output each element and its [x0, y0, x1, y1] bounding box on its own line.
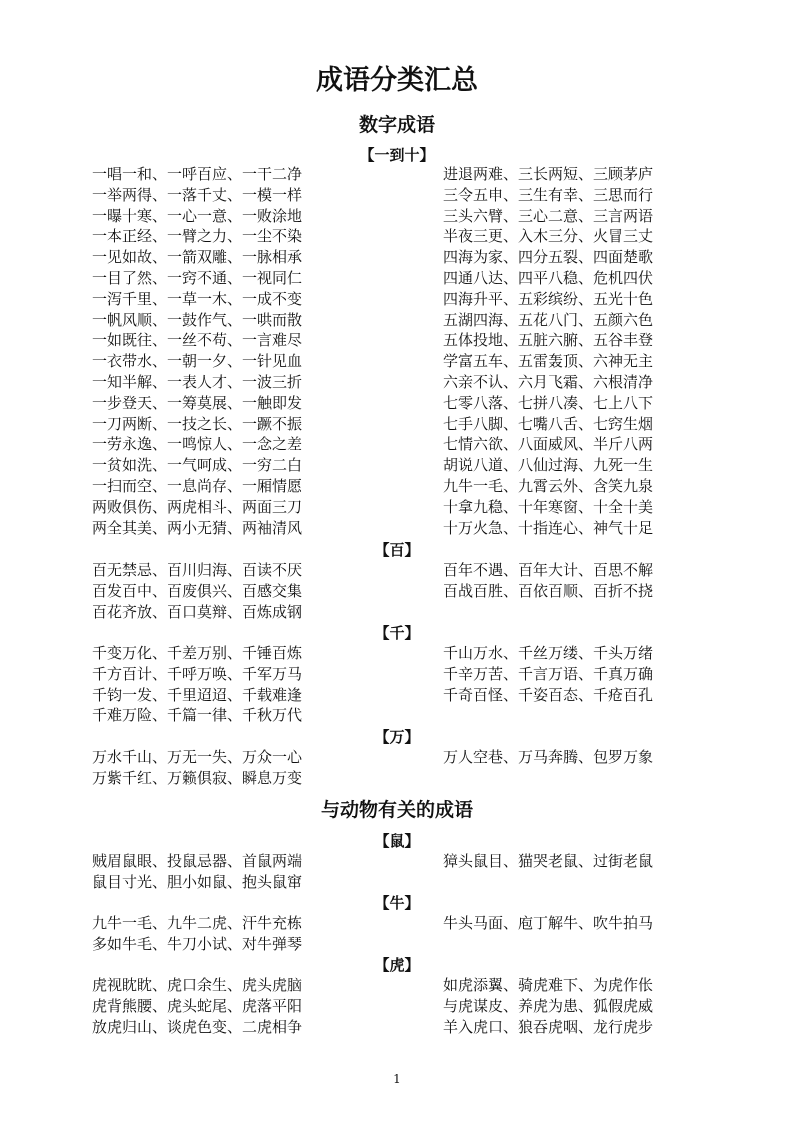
idiom-left-column: 九牛一毛、九牛二虎、汗牛充栋	[92, 914, 303, 932]
idiom-right-column: 百战百胜、百依百顺、百折不挠	[443, 581, 654, 600]
idiom-left-column: 一举两得、一落千丈、一模一样	[92, 185, 303, 204]
idiom-left-column: 一帆风顺、一鼓作气、一哄而散	[92, 310, 303, 329]
idiom-right-column: 九牛一毛、九霄云外、含笑九泉	[443, 477, 654, 495]
idiom-row	[0, 664, 794, 685]
idiom-left-column: 千变万化、千差万别、千锤百炼	[92, 644, 303, 662]
idiom-left-column: 虎视眈眈、虎口余生、虎头虎脑	[92, 976, 303, 994]
group-heading: 【千】	[374, 624, 420, 642]
idiom-row	[0, 996, 794, 1017]
group-heading: 【虎】	[374, 956, 420, 974]
idiom-left-column: 一知半解、一表人才、一波三折	[92, 373, 303, 391]
idiom-left-column: 万紫千红、万籁俱寂、瞬息万变	[92, 768, 303, 787]
idiom-row	[0, 913, 794, 934]
group-heading: 【百】	[374, 541, 420, 559]
idiom-right-column: 半夜三更、入木三分、火冒三丈	[443, 227, 654, 246]
idiom-right-column: 牛头马面、庖丁解牛、吹牛拍马	[443, 914, 654, 932]
idiom-row	[0, 289, 794, 310]
idiom-left-column: 一目了然、一窍不通、一视同仁	[92, 269, 303, 287]
idiom-left-column: 鼠目寸光、胆小如鼠、抱头鼠窜	[92, 872, 303, 891]
idiom-right-column: 五体投地、五脏六腑、五谷丰登	[443, 331, 654, 350]
idiom-left-column: 一刀两断、一技之长、一蹶不振	[92, 414, 303, 433]
idiom-row	[0, 434, 794, 455]
group-heading: 【鼠】	[374, 832, 420, 850]
idiom-left-column: 一本正经、一臂之力、一尘不染	[92, 227, 303, 246]
idiom-row	[0, 330, 794, 351]
idiom-row	[0, 705, 794, 726]
idiom-left-column: 千难万险、千篇一律、千秋万代	[92, 706, 303, 725]
idiom-row	[0, 934, 794, 955]
idiom-right-column: 千辛万苦、千言万语、千真万确	[443, 664, 654, 683]
idiom-row	[0, 393, 794, 414]
idiom-left-column: 一唱一和、一呼百应、一干二净	[92, 165, 303, 183]
section-title: 与动物有关的成语	[320, 799, 473, 821]
idiom-row	[0, 975, 794, 996]
idiom-right-column: 千奇百怪、千姿百态、千疮百孔	[443, 685, 654, 704]
idiom-left-column: 放虎归山、谈虎色变、二虎相争	[92, 1017, 303, 1036]
idiom-left-column: 一贫如洗、一气呵成、一穷二白	[92, 456, 303, 475]
idiom-left-column: 百无禁忌、百川归海、百读不厌	[92, 561, 303, 579]
idiom-right-column: 四通八达、四平八稳、危机四伏	[443, 269, 654, 287]
idiom-right-column: 百年不遇、百年大计、百思不解	[443, 561, 654, 579]
idiom-row	[0, 310, 794, 331]
idiom-left-column: 一曝十寒、一心一意、一败涂地	[92, 206, 303, 225]
idiom-right-column: 獐头鼠目、猫哭老鼠、过街老鼠	[443, 852, 654, 870]
idiom-right-column: 十拿九稳、十年寒窗、十全十美	[443, 497, 654, 516]
idiom-right-column: 七手八脚、七嘴八舌、七窍生烟	[443, 414, 654, 433]
section-title: 数字成语	[358, 114, 435, 136]
idiom-row	[0, 768, 794, 789]
idiom-right-column: 与虎谋皮、养虎为患、狐假虎威	[443, 996, 654, 1015]
idiom-left-column: 多如牛毛、牛刀小试、对牛弹琴	[92, 934, 303, 953]
idiom-left-column: 一劳永逸、一鸣惊人、一念之差	[92, 435, 303, 454]
idiom-right-column: 学富五车、五雷轰顶、六神无主	[443, 352, 654, 371]
idiom-left-column: 百发百中、百废俱兴、百感交集	[92, 581, 303, 600]
idiom-left-column: 一见如故、一箭双雕、一脉相承	[92, 248, 303, 267]
idiom-left-column: 一如既往、一丝不苟、一言难尽	[92, 331, 303, 350]
idiom-right-column: 六亲不认、六月飞霜、六根清净	[443, 373, 654, 391]
idiom-row	[0, 372, 794, 393]
idiom-row	[0, 414, 794, 435]
idiom-right-column: 万人空巷、万马奔腾、包罗万象	[443, 748, 654, 766]
idiom-right-column: 七零八落、七拼八凑、七上八下	[443, 393, 654, 412]
idiom-left-column: 虎背熊腰、虎头蛇尾、虎落平阳	[92, 996, 303, 1015]
idiom-row	[0, 581, 794, 602]
idiom-row	[0, 476, 794, 497]
idiom-left-column: 千钧一发、千里迢迢、千载难逢	[92, 685, 303, 704]
page-title: 成语分类汇总	[316, 65, 478, 96]
idiom-row	[0, 455, 794, 476]
idiom-left-column: 一衣带水、一朝一夕、一针见血	[92, 352, 303, 371]
idiom-left-column: 两全其美、两小无猜、两袖清风	[92, 518, 303, 537]
idiom-right-column: 四海为家、四分五裂、四面楚歌	[443, 248, 654, 267]
idiom-row	[0, 247, 794, 268]
idiom-row	[0, 518, 794, 539]
idiom-row	[0, 268, 794, 289]
idiom-row	[0, 164, 794, 185]
group-heading: 【牛】	[374, 894, 420, 912]
idiom-row	[0, 185, 794, 206]
idiom-row	[0, 497, 794, 518]
group-heading: 【万】	[374, 728, 420, 746]
idiom-left-column: 一步登天、一筹莫展、一触即发	[92, 393, 303, 412]
idiom-left-column: 万水千山、万无一失、万众一心	[92, 748, 303, 766]
idiom-right-column: 如虎添翼、骑虎难下、为虎作伥	[443, 976, 654, 994]
idiom-right-column: 三头六臂、三心二意、三言两语	[443, 206, 654, 225]
idiom-right-column: 十万火急、十指连心、神气十足	[443, 518, 654, 537]
idiom-row	[0, 643, 794, 664]
idiom-row	[0, 747, 794, 768]
idiom-right-column: 进退两难、三长两短、三顾茅庐	[443, 165, 654, 183]
idiom-left-column: 一泻千里、一草一木、一成不变	[92, 289, 303, 308]
idiom-right-column: 七情六欲、八面威风、半斤八两	[443, 435, 654, 454]
page-number: 1	[393, 1072, 401, 1086]
group-heading: 【一到十】	[359, 146, 435, 164]
idiom-row	[0, 851, 794, 872]
idiom-row	[0, 226, 794, 247]
idiom-left-column: 贼眉鼠眼、投鼠忌器、首鼠两端	[92, 852, 303, 870]
idiom-row	[0, 560, 794, 581]
idiom-right-column: 三令五申、三生有幸、三思而行	[443, 185, 654, 204]
idiom-left-column: 千方百计、千呼万唤、千军万马	[92, 664, 303, 683]
idiom-row	[0, 351, 794, 372]
idiom-right-column: 五湖四海、五花八门、五颜六色	[443, 310, 654, 329]
idiom-row	[0, 1017, 794, 1038]
idiom-left-column: 百花齐放、百口莫辩、百炼成钢	[92, 602, 303, 621]
idiom-right-column: 胡说八道、八仙过海、九死一生	[443, 456, 654, 475]
idiom-left-column: 两败俱伤、两虎相斗、两面三刀	[92, 497, 303, 516]
idiom-row	[0, 206, 794, 227]
idiom-row	[0, 685, 794, 706]
idiom-right-column: 羊入虎口、狼吞虎咽、龙行虎步	[443, 1017, 654, 1036]
idiom-right-column: 四海升平、五彩缤纷、五光十色	[443, 289, 654, 308]
idiom-row	[0, 872, 794, 893]
idiom-row	[0, 602, 794, 623]
idiom-right-column: 千山万水、千丝万缕、千头万绪	[443, 644, 654, 662]
idiom-left-column: 一扫而空、一息尚存、一厢情愿	[92, 477, 303, 495]
